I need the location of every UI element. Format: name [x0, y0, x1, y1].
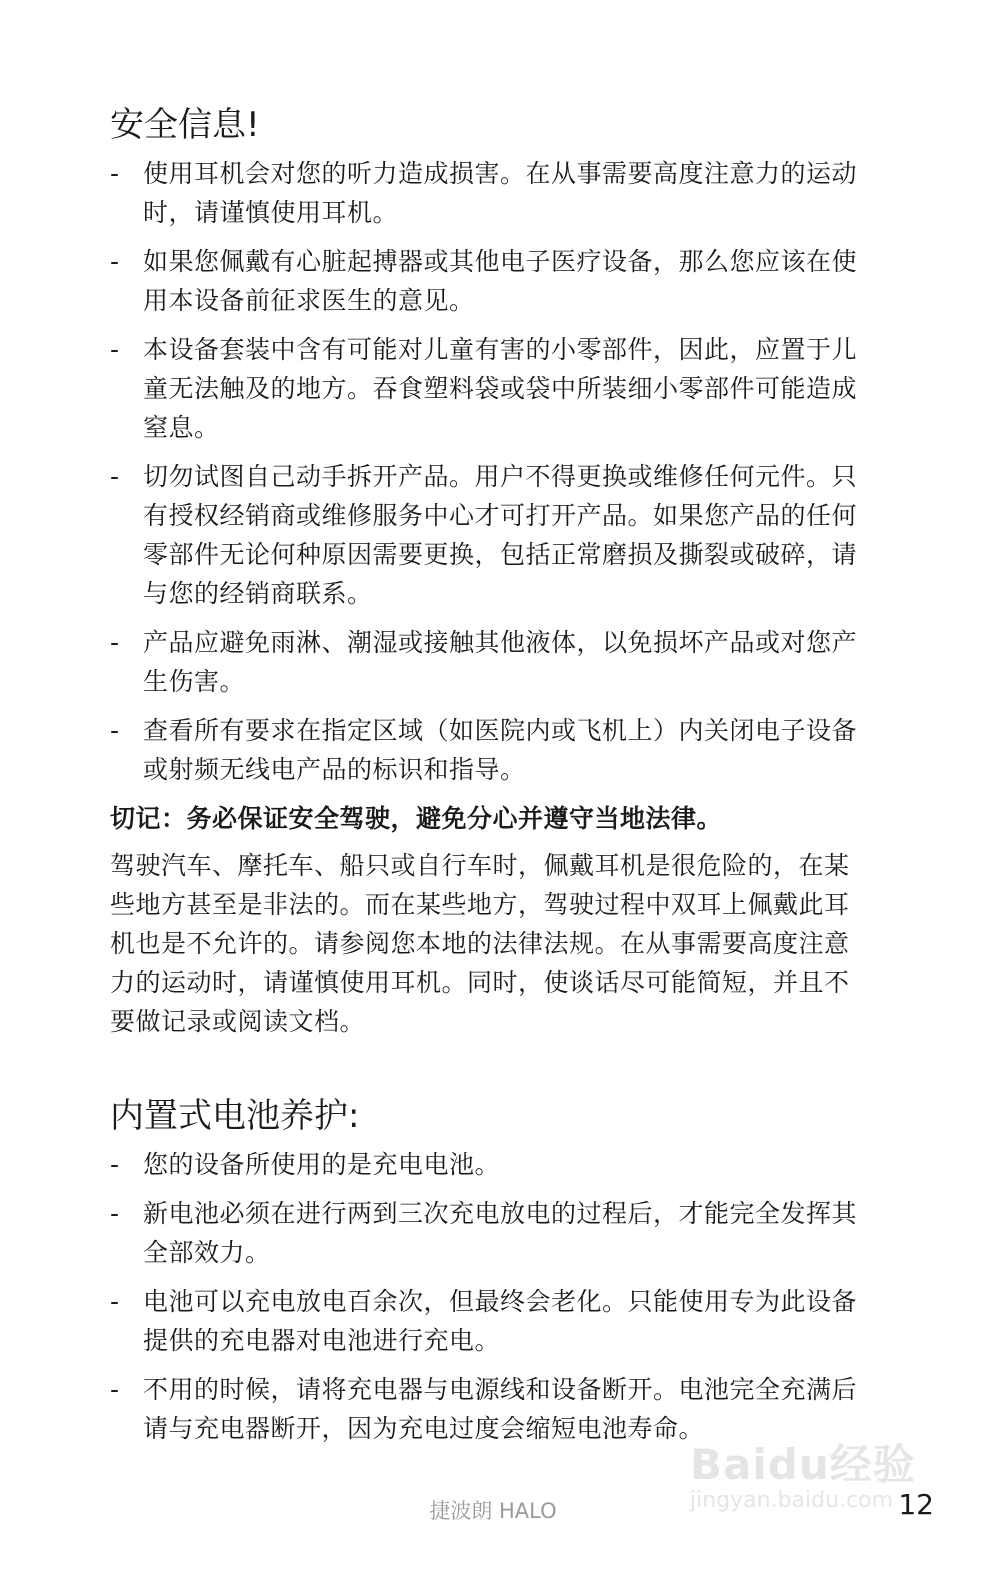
list-item	[110, 242, 870, 320]
driving-paragraph: 驾驶汽车、摩托车、船只或自行车时，佩戴耳机是很危险的，在某些地方甚至是非法的。而在某些地方，驾驶过程中双耳上佩戴此耳机也是不允许的。请参阅您本地的法律法规。在从事需要高度注意力的运动时，请谨慎使用耳机。同时，使谈话尽可能简短，并且不要做记录或阅读文档。	[110, 851, 850, 1036]
list-item	[110, 154, 870, 232]
list-item	[110, 330, 870, 447]
bullet-dash: -	[110, 247, 120, 276]
list-item	[110, 1282, 870, 1360]
list-item	[110, 1145, 870, 1184]
driving-warning: 切记：务必保证安全驾驶，避免分心并遵守当地法律。	[110, 804, 723, 833]
list-item	[110, 457, 870, 613]
list-item-text: 新电池必须在进行两到三次充电放电的过程后，才能完全发挥其全部效力。	[143, 1199, 858, 1267]
bullet-dash: -	[110, 628, 120, 657]
bullet-dash: -	[110, 1287, 120, 1316]
list-item-text: 如果您佩戴有心脏起搏器或其他电子医疗设备，那么您应该在使用本设备前征求医生的意见。	[143, 247, 858, 315]
bullet-dash: -	[110, 462, 120, 491]
page-number: 12	[898, 1488, 934, 1521]
list-item-text: 本设备套装中含有可能对儿童有害的小零部件，因此，应置于儿童无法触及的地方。吞食塑料袋或袋中所装细小零部件可能造成窒息。	[143, 335, 858, 442]
bullet-dash: -	[110, 1150, 120, 1179]
list-item-text: 电池可以充电放电百余次，但最终会老化。只能使用专为此设备提供的充电器对电池进行充电。	[143, 1287, 858, 1355]
safety-title: 安全信息!	[110, 105, 260, 145]
list-item	[110, 1194, 870, 1272]
watermark-logo: Baidu经验	[690, 1440, 916, 1489]
bullet-dash: -	[110, 1199, 120, 1228]
list-item-text: 使用耳机会对您的听力造成损害。在从事需要高度注意力的运动时，请谨慎使用耳机。	[143, 159, 858, 227]
bullet-dash: -	[110, 159, 120, 188]
bullet-dash: -	[110, 1375, 120, 1404]
watermark-url: jingyan.baidu.com	[690, 1488, 894, 1513]
bullet-dash: -	[110, 335, 120, 364]
list-item-text: 您的设备所使用的是充电电池。	[143, 1150, 501, 1179]
list-item-text: 查看所有要求在指定区域（如医院内或飞机上）内关闭电子设备或射频无线电产品的标识和指导。	[143, 716, 858, 784]
page-content	[110, 100, 870, 1458]
footer-brand: 捷波朗 HALO	[429, 1499, 557, 1523]
bullet-dash: -	[110, 716, 120, 745]
list-item	[110, 711, 870, 789]
list-item	[110, 623, 870, 701]
safety-list	[110, 154, 870, 789]
battery-title: 内置式电池养护:	[110, 1096, 360, 1136]
list-item-text: 产品应避免雨淋、潮湿或接触其他液体，以免损坏产品或对您产生伤害。	[143, 628, 858, 696]
list-item-text: 切勿试图自己动手拆开产品。用户不得更换或维修任何元件。只有授权经销商或维修服务中心才可打开产品。如果您产品的任何零部件无论何种原因需要更换，包括正常磨损及撕裂或破碎，请与您的经销商联系。	[143, 462, 858, 608]
battery-list	[110, 1145, 870, 1448]
list-item-text: 不用的时候，请将充电器与电源线和设备断开。电池完全充满后请与充电器断开，因为充电过度会缩短电池寿命。	[143, 1375, 858, 1443]
